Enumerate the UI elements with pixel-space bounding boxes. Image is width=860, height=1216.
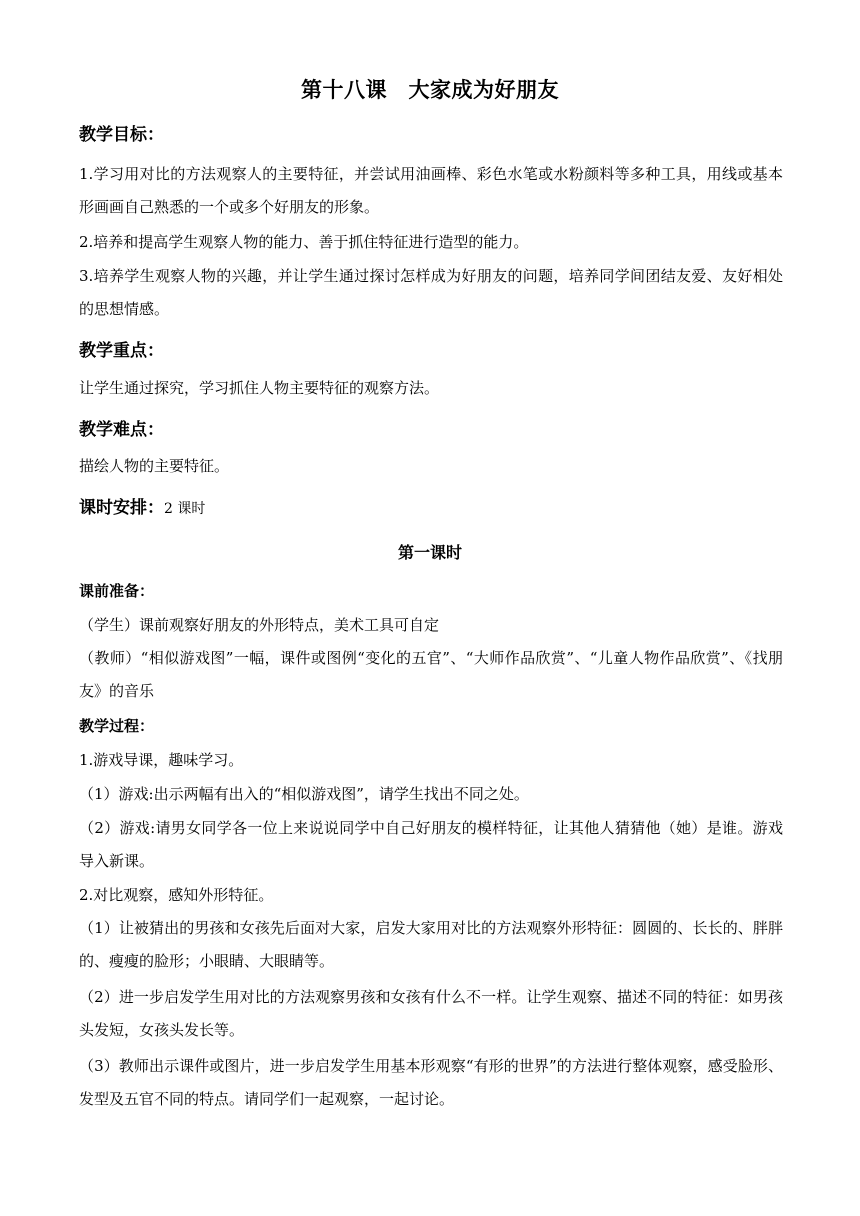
key-points-text: 让学生通过探究，学习抓住人物主要特征的观察方法。: [79, 379, 440, 397]
schedule-value: 2 课时: [164, 501, 206, 517]
objective-item-3: 3.培养学生观察人物的兴趣，并让学生通过探讨怎样成为好朋友的问题，培养同学间团结友爱、友好相处的思想情感。: [79, 267, 783, 318]
prep-teacher: （教师）“相似游戏图”一幅，课件或图例“变化的五官”、“大师作品欣赏”、“儿童人物作品欣赏”、《找朋友》的音乐: [79, 649, 783, 700]
objectives-heading: 教学目标：: [79, 125, 164, 145]
difficulties-text: 描绘人物的主要特征。: [79, 457, 230, 475]
step2-item-c: （3）教师出示课件或图片，进一步启发学生用基本形观察“有形的世界”的方法进行整体观察，感受脸形、发型及五官不同的特点。请同学们一起观察，一起讨论。: [79, 1057, 783, 1108]
prep-student: （学生）课前观察好朋友的外形特点，美术工具可自定: [79, 616, 440, 634]
key-points-heading: 教学重点：: [79, 341, 164, 361]
difficulties-heading: 教学难点：: [79, 420, 164, 440]
objective-item-1: 1.学习用对比的方法观察人的主要特征，并尝试用油画棒、彩色水笔或水粉颜料等多种工具，用线或基本形画画自己熟悉的一个或多个好朋友的形象。: [79, 165, 783, 216]
schedule-line: [79, 495, 783, 522]
period-title: 第一课时: [397, 543, 462, 562]
step2-item-a: （1）让被猜出的男孩和女孩先后面对大家，启发大家用对比的方法观察外形特征：圆圆的、长长的、胖胖的、瘦瘦的脸形；小眼睛、大眼睛等。: [79, 919, 783, 970]
step1-title: 1.游戏导课，趣味学习。: [79, 751, 244, 769]
process-heading: 教学过程：: [79, 717, 155, 735]
lesson-title: 第十八课 大家成为好朋友: [301, 78, 559, 102]
step2-item-b: （2）进一步启发学生用对比的方法观察男孩和女孩有什么不一样。让学生观察、描述不同的特征：如男孩头发短，女孩头发长等。: [79, 988, 783, 1039]
step1-item-b: （2）游戏:请男女同学各一位上来说说同学中自己好朋友的模样特征，让其他人猜猜他（她）是谁。游戏导入新课。: [79, 819, 783, 870]
prep-heading: 课前准备：: [79, 582, 155, 600]
step1-item-a: （1）游戏:出示两幅有出入的“相似游戏图”，请学生找出不同之处。: [79, 785, 529, 803]
objective-item-2: 2.培养和提高学生观察人物的能力、善于抓住特征进行造型的能力。: [79, 233, 529, 251]
schedule-label: 课时安排：: [79, 498, 164, 518]
step2-title: 2.对比观察，感知外形特征。: [79, 886, 274, 904]
